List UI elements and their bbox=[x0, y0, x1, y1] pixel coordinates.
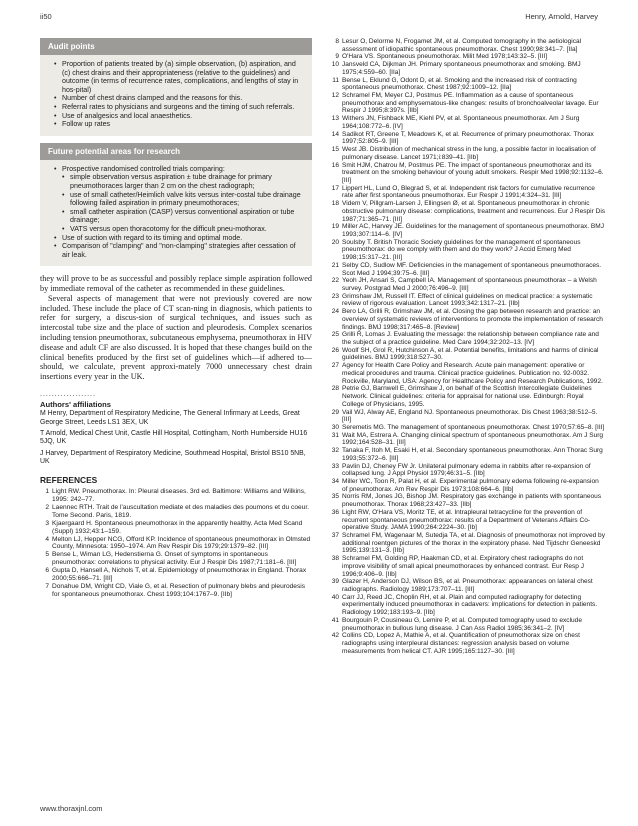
reference-text: O'Hara VS. Spontaneous pneumothorax. Milit Med 1978;143:32–5. [III] bbox=[342, 53, 548, 61]
reference-entry bbox=[328, 385, 606, 408]
reference-text: Melton LJ, Hepper NCG, Offord KP. Incidence of spontaneous pneumothorax in Olmsted County, Minnesota: 1950–1974. Am Rev Respir Dis 1979;29:1379–82. [III] bbox=[52, 535, 311, 551]
reference-entry bbox=[328, 478, 606, 493]
reference-text: Miller WC, Toon R, Palat H, et al. Experimental pulmonary edema following re-expansion of pneumothorax. Am Rev Respir Dis 1973;108:664–6. [IIb] bbox=[342, 477, 599, 493]
reference-entry bbox=[328, 424, 606, 432]
reference-text: Light RW. Pneumothorax. In: Pleural diseases. 3rd ed. Baltimore: Williams and Wilkins, 1995: 242–77. bbox=[52, 488, 306, 504]
reference-text: Lesur O, Delorme N, Frogamet JM, et al. Computed tomography in the aetiological assessment of idiopathic spontaneous pneumothorax. Chest 1990;98:341–7. [IIa] bbox=[342, 38, 582, 53]
reference-number: 14 bbox=[331, 130, 339, 138]
reference-text: Glazer H, Anderson DJ, Wilson BS, et al. Pneumothorax: appearances on lateral chest radiographs. Radiology 1989;173:707–11. [III] bbox=[342, 578, 593, 594]
reference-text: Videm V, Pillgram-Larsen J, Ellingsen Ø, et al. Spontaneous pneumothorax in chronic obstructive pulmonary disease: complications, treatment and recurrences. Eur J Respir Dis 1987;71:365–71. [III] bbox=[342, 200, 606, 223]
section-separator: ................... bbox=[40, 391, 96, 399]
reference-entry bbox=[328, 463, 606, 478]
audit-item: • Proportion of patients treated by (a) simple observation, (b) aspiration, and (c) chest drains and their appropriateness (relative to the guidelines) and outcome (in terms of recurrence rates, complications, and lengths of stay in hos-pital) bbox=[54, 60, 302, 94]
reference-number: 3 bbox=[45, 519, 49, 527]
reference-number: 31 bbox=[331, 431, 339, 439]
reference-text: Collins CD, Lopez A, Mathie A, et al. Quantification of pneumothorax size on chest radiographs using interpleural distances: regression analysis based on volume measurements from helical CT. AJR 1995;165:1127–30. [III] bbox=[342, 632, 580, 655]
audit-item: • Follow up rates bbox=[54, 120, 302, 129]
audit-item: • Use of analgesics and local anaesthetics. bbox=[54, 112, 302, 121]
reference-entry bbox=[328, 53, 606, 61]
reference-text: Petrie GJ, Barnwell E, Grimshaw J, on behalf of the Scottish Intercollegiate Guidelines Network. Clinical guidelines: criteria for appraisal for national use. Edinburgh: Royal College of Physicians, 1995. bbox=[342, 385, 592, 408]
reference-text: Miller AC, Harvey JE. Guidelines for the management of spontaneous pneumothorax. BMJ 1993;307:114–6. [IV] bbox=[342, 223, 605, 238]
research-areas-box bbox=[40, 143, 312, 267]
reference-entry bbox=[328, 262, 606, 277]
reference-text: Donahue DM, Wright CD, Viale G, et al. Resection of pulmonary blebs and pleurodesis for spontaneous pneumothorax. Chest 1993;104:1767–9. [IIb] bbox=[52, 583, 306, 598]
body-paragraph: Several aspects of management that were not previously covered are now included. These include the place of CT scan-ning in diagnosis, which patients to refer for surgery, a discus-sion of surgical techniques, and issues such as intercostal tube size and the place of suction and pleurodesis. Complex scenarios including tension pneumothorax, subcutaneous emphysema, pneumothorax in HIV disease and adult CF are also discussed. It is hoped that these changes build on the clinical benefits produced by the first set of guidelines which—if adhered to—should, we calculate, prevent approxi-mately 7000 unnecessary chest drain insertions every year in the UK. bbox=[40, 293, 312, 382]
reference-text: Soulsby T. British Thoracic Society guidelines for the management of spontaneous pneumothorax: do we comply with them and do they work? J Accid Emerg Med 1998;15:317–21. [III] bbox=[342, 238, 581, 262]
reference-text: Smit HJM, Chatrou M, Postmus PE. The impact of spontaneous pneumothorax and its treatment on the smoking behaviour of young adult smokers. Respir Med 1998;92:1132–6. [III] bbox=[342, 161, 604, 184]
reference-entry bbox=[328, 493, 606, 508]
reference-text: Tanaka F, Itoh M, Esaki H, et al. Secondary spontaneous pneumothorax. Ann Thorac Surg 1993;55:372–6. [III] bbox=[342, 447, 603, 462]
audit-points-title: Audit points bbox=[40, 38, 312, 55]
left-column bbox=[40, 38, 312, 599]
reference-entry bbox=[40, 536, 312, 552]
reference-text: Selby CD, Sudlow MF. Deficiencies in the management of spontaneous pneumothoraces. Scot Med J 1994;39:75–6. [III] bbox=[342, 261, 602, 277]
reference-number: 34 bbox=[331, 477, 339, 485]
reference-text: Grilli R, Lomas J. Evaluating the message: the relationship between compliance rate and the subject of a practice guideline. Med Care 1994;32:202–13. [IV] bbox=[342, 331, 599, 347]
reference-number: 1 bbox=[45, 488, 49, 496]
reference-entry bbox=[328, 92, 606, 115]
reference-text: Withers JN, Fishback ME, Kiehl PV, et al. Spontaneous pneumothorax. Am J Surg 1964;108:772–6. [IV] bbox=[342, 115, 580, 130]
reference-entry bbox=[40, 488, 312, 504]
research-item-text: Prospective randomised controlled trials comparing: bbox=[62, 164, 225, 173]
research-subitem: • VATS versus open thoracotomy for the difficult pneu-mothorax. bbox=[62, 225, 302, 234]
reference-entry bbox=[328, 362, 606, 385]
reference-entry bbox=[328, 131, 606, 146]
reference-entry bbox=[328, 38, 606, 53]
reference-entry bbox=[328, 223, 606, 238]
reference-text: Pavlin DJ, Cheney FW Jr. Unilateral pulmonary edema in rabbits after re-expansion of collapsed lung. J Appl Physiol 1979;46:31–5. [IIb] bbox=[342, 462, 591, 478]
reference-number: 39 bbox=[331, 578, 339, 586]
reference-entry bbox=[40, 551, 312, 567]
reference-number: 23 bbox=[331, 292, 339, 300]
reference-number: 17 bbox=[331, 184, 339, 192]
reference-text: Seremetis MG. The management of spontaneous pneumothorax. Chest 1970;57:65–8. [III] bbox=[342, 423, 605, 431]
reference-number: 4 bbox=[45, 535, 49, 543]
reference-number: 8 bbox=[335, 38, 339, 45]
references-list-left bbox=[40, 488, 312, 599]
reference-number: 35 bbox=[331, 493, 339, 501]
author-affiliations bbox=[40, 401, 312, 466]
audit-item: • Number of chest drains clamped and the reasons for this. bbox=[54, 94, 302, 103]
reference-entry bbox=[328, 146, 606, 161]
reference-number: 2 bbox=[45, 503, 49, 511]
reference-text: Grimshaw JM, Russell IT. Effect of clinical guidelines on medical practice: a systematic review of rigorous evaluation. Lancet 1993;342:1317–21. [IIb] bbox=[342, 292, 593, 308]
reference-number: 20 bbox=[331, 238, 339, 246]
reference-number: 33 bbox=[331, 462, 339, 470]
reference-text: Agency for Health Care Policy and Research. Acute pain management: operative or medical procedures and trauma. Clinical practice guidelines. Publication no. 92-0032. Rockville, Maryland, USA: Agency for Healthcare Policy and Research Publications, 1992. bbox=[342, 362, 603, 385]
reference-number: 15 bbox=[331, 146, 339, 154]
affiliation-entry: J Harvey, Department of Respiratory Medicine, Southmead Hospital, Bristol BS10 5NB, UK bbox=[40, 449, 306, 465]
reference-entry bbox=[328, 432, 606, 447]
reference-number: 30 bbox=[331, 423, 339, 431]
reference-number: 38 bbox=[331, 555, 339, 563]
reference-entry bbox=[328, 409, 606, 424]
reference-text: Carr JJ, Reed JC, Choplin RH, et al. Plain and computed radiography for detecting experimentally induced pneumothorax in cadavers: implications for detection in patients. Radiology 1992;183:193–9. [IIb] bbox=[342, 593, 598, 617]
reference-entry bbox=[328, 555, 606, 578]
reference-text: Bero LA, Grilli R, Grimshaw JM, et al. Closing the gap between research and practice: an overview of systematic reviews of interventions to promote the implementation of research findings. BMJ 1998;317:465–8. [Review] bbox=[342, 308, 603, 331]
page-number: ii50 bbox=[40, 12, 52, 21]
research-subitem: • use of small catheter/Heimlich valve kits versus inter-costal tube drainage following failed aspiration in primary pneumothoraces; bbox=[62, 191, 302, 208]
reference-text: Schramel FM, Meyer CJ, Postmus PE. Inflammation as a cause of spontaneous pneumothorax and emphysematous-like changes: results of bronchoalveolar lavage. Eur Respir J 1995;8:397s. [IIb] bbox=[342, 92, 599, 115]
reference-number: 5 bbox=[45, 551, 49, 559]
reference-entry bbox=[328, 200, 606, 223]
reference-text: Vail WJ, Alway AE, England NJ. Spontaneous pneumothorax. Dis Chest 1963;38:512–5. [III] bbox=[342, 408, 598, 424]
reference-entry bbox=[328, 331, 606, 346]
right-column bbox=[328, 38, 606, 656]
reference-text: Laennec RTH. Trait de l'auscultation mediate et des maladies des poumons et du coeur. Tome Second. Paris, 1819. bbox=[52, 503, 309, 519]
reference-entry bbox=[328, 185, 606, 200]
reference-entry bbox=[328, 532, 606, 555]
research-item: • Use of suction with regard to its timing and optimal mode. bbox=[54, 234, 302, 243]
reference-entry bbox=[328, 115, 606, 130]
reference-number: 37 bbox=[331, 532, 339, 539]
audit-item: • Referral rates to physicians and surgeons and the timing of such referrals. bbox=[54, 103, 302, 112]
reference-number: 25 bbox=[331, 331, 339, 339]
reference-entry bbox=[328, 61, 606, 76]
body-paragraph: they will prove to be as successful and possibly replace simple aspiration followed by immediate removal of the catheter as recommended in these guidelines. bbox=[40, 274, 312, 294]
reference-entry bbox=[328, 308, 606, 331]
reference-text: West JB. Distribution of mechanical stress in the lung, a possible factor in localisation of pulmonary disease. Lancet 1971;i:839–41. [IIb] bbox=[342, 146, 596, 161]
reference-number: 28 bbox=[331, 385, 339, 393]
reference-text: Schramel FM, Wagenaar M, Sutedja TA, et al. Diagnosis of pneumothorax not improved by additional roentgen pictures of the thorax in the expiratory phase. Ned Tijdschr Geneeskd 1995;139:131–3. [IIb] bbox=[342, 532, 605, 555]
references-title: REFERENCES bbox=[40, 475, 98, 486]
reference-text: Norris RM, Jones JG, Bishop JM. Respiratory gas exchange in patients with spontaneous pneumothorax. Thorax 1968;23:427–33. [IIb] bbox=[342, 493, 602, 509]
reference-text: Bourgouin P, Cousineau G, Lemire P, et al. Computed tomography used to exclude pneumothorax in bullous lung disease. J Can Ass Radiol 1985;36:341–2. [IV] bbox=[342, 616, 582, 632]
reference-number: 24 bbox=[331, 308, 339, 316]
reference-entry bbox=[328, 239, 606, 262]
reference-entry bbox=[40, 567, 312, 583]
reference-entry bbox=[328, 447, 606, 462]
reference-text: Sadikot RT, Greene T, Meadows K, et al. Recurrence of primary pneumothorax. Thorax 1997;52:805–9. [III] bbox=[342, 130, 594, 146]
reference-number: 21 bbox=[331, 261, 339, 269]
affiliation-entry: M Henry, Department of Respiratory Medicine, The General Infirmary at Leeds, Great George Street, Leeds LS1 3EX, UK bbox=[40, 410, 300, 426]
affiliations-title: Authors' affiliations bbox=[40, 400, 111, 410]
research-subitem: • simple observation versus aspiration ± tube drainage for primary pneumothoraces larger than 2 cm on the chest radiograph; bbox=[62, 173, 302, 190]
reference-text: Gupta D, Hansell A, Nichols T, et al. Epidemiology of pneumothorax in England. Thorax 2000;55:666–71. [III] bbox=[52, 567, 307, 583]
reference-text: Woolf SH, Grol R, Hutchinson A, et al. Potential benefits, limitations and harms of clinical guidelines. BMJ 1999;318:527–30. bbox=[342, 346, 599, 362]
reference-entry bbox=[328, 77, 606, 92]
reference-number: 40 bbox=[331, 593, 339, 601]
research-item: • Comparison of "clamping" and "non-clamping" strategies after cessation of air leak. bbox=[54, 242, 302, 259]
reference-number: 29 bbox=[331, 408, 339, 416]
reference-text: Bense L, Eklund G, Odont D, et al. Smoking and the increased risk of contracting spontaneous pneumothorax. Chest 1987;92:1009–12. [IIa] bbox=[342, 76, 577, 92]
reference-text: Jansveld CA, Dijkman JH. Primary spontaneous pneumothorax and smoking. BMJ 1975;4:559–60. [IIa] bbox=[342, 61, 581, 76]
reference-text: Schramel FM, Golding RP, Haakman CD, et al. Expiratory chest radiographs do not improve visibility of small apical pneumothoraces by enhanced contrast. Eur Resp J 1996;9:406–9. [IIb] bbox=[342, 555, 584, 578]
reference-text: Bense L, Wiman LG, Hedenstierna G. Onset of symptoms in spontaneous pneumothorax: correlations to physical activity. Eur J Respir Dis 1987;71:181–6. [III] bbox=[52, 551, 297, 567]
reference-number: 11 bbox=[332, 76, 339, 84]
reference-number: 36 bbox=[331, 508, 339, 516]
research-areas-title: Future potential areas for research bbox=[40, 143, 312, 160]
audit-points-box bbox=[40, 38, 312, 136]
reference-entry bbox=[328, 632, 606, 655]
reference-number: 7 bbox=[45, 583, 49, 590]
running-header bbox=[40, 12, 598, 21]
reference-entry bbox=[40, 504, 312, 520]
references-list-right bbox=[328, 38, 606, 656]
footer-url: www.thoraxjnl.com bbox=[40, 804, 103, 813]
reference-text: Yeoh JH, Ansari S, Campbell IA. Management of spontaneous pneumothorax – a Welsh survey. Postgrad Med J 2000;76:496–9. [III] bbox=[342, 277, 597, 292]
research-subitem: • small catheter aspiration (CASP) versus conventional aspiration or tube drainage; bbox=[62, 208, 302, 225]
reference-text: Wait MA, Estrera A. Changing clinical spectrum of spontaneous pneumothorax. Am J Surg 1992;164:528–31. [III] bbox=[342, 431, 604, 447]
reference-number: 32 bbox=[331, 447, 339, 455]
reference-number: 13 bbox=[331, 115, 339, 123]
reference-entry bbox=[328, 578, 606, 593]
reference-entry bbox=[328, 347, 606, 362]
reference-number: 16 bbox=[331, 161, 339, 169]
running-authors: Henry, Arnold, Harvey bbox=[525, 12, 598, 21]
body-text bbox=[40, 274, 312, 382]
reference-entry bbox=[40, 520, 312, 536]
reference-number: 26 bbox=[331, 346, 339, 354]
reference-number: 9 bbox=[335, 53, 339, 61]
affiliation-entry: T Arnold, Medical Chest Unit, Castle Hill Hospital, Cottingham, North Humberside HU16 5JQ, UK bbox=[40, 429, 308, 446]
reference-number: 42 bbox=[331, 632, 339, 640]
reference-entry bbox=[328, 594, 606, 617]
reference-number: 18 bbox=[331, 200, 339, 208]
reference-text: Light RW, O'Hara VS, Moritz TE, et al. Intrapleural tetracycline for the prevention of recurrent spontaneous pneumothorax: results of a Department of Veterans Affairs Co-operative Study. JAMA 1990;264:2224–30. [Ib] bbox=[342, 508, 591, 532]
reference-text: Lippert HL, Lund O, Blegrad S, et al. Independent risk factors for cumulative recurrence rate after first spontaneous pneumothorax. Eur Respir J 1991;4:324–31. [III] bbox=[342, 184, 595, 200]
reference-entry bbox=[328, 277, 606, 292]
reference-entry bbox=[328, 162, 606, 185]
reference-entry bbox=[328, 617, 606, 632]
reference-number: 6 bbox=[45, 567, 49, 575]
reference-entry bbox=[328, 509, 606, 532]
reference-number: 19 bbox=[331, 223, 339, 231]
reference-text: Kjaergaard H. Spontaneous pneumothorax in the apparently healthy. Acta Med Scand (Suppl) 1932;43:1–159. bbox=[52, 519, 303, 535]
reference-number: 22 bbox=[331, 277, 339, 285]
reference-entry bbox=[40, 583, 312, 599]
references-section bbox=[40, 475, 312, 599]
reference-number: 41 bbox=[331, 616, 339, 624]
reference-entry bbox=[328, 293, 606, 308]
reference-number: 27 bbox=[331, 362, 339, 370]
reference-number: 10 bbox=[331, 61, 339, 69]
reference-number: 12 bbox=[331, 92, 339, 100]
research-item bbox=[54, 165, 302, 234]
